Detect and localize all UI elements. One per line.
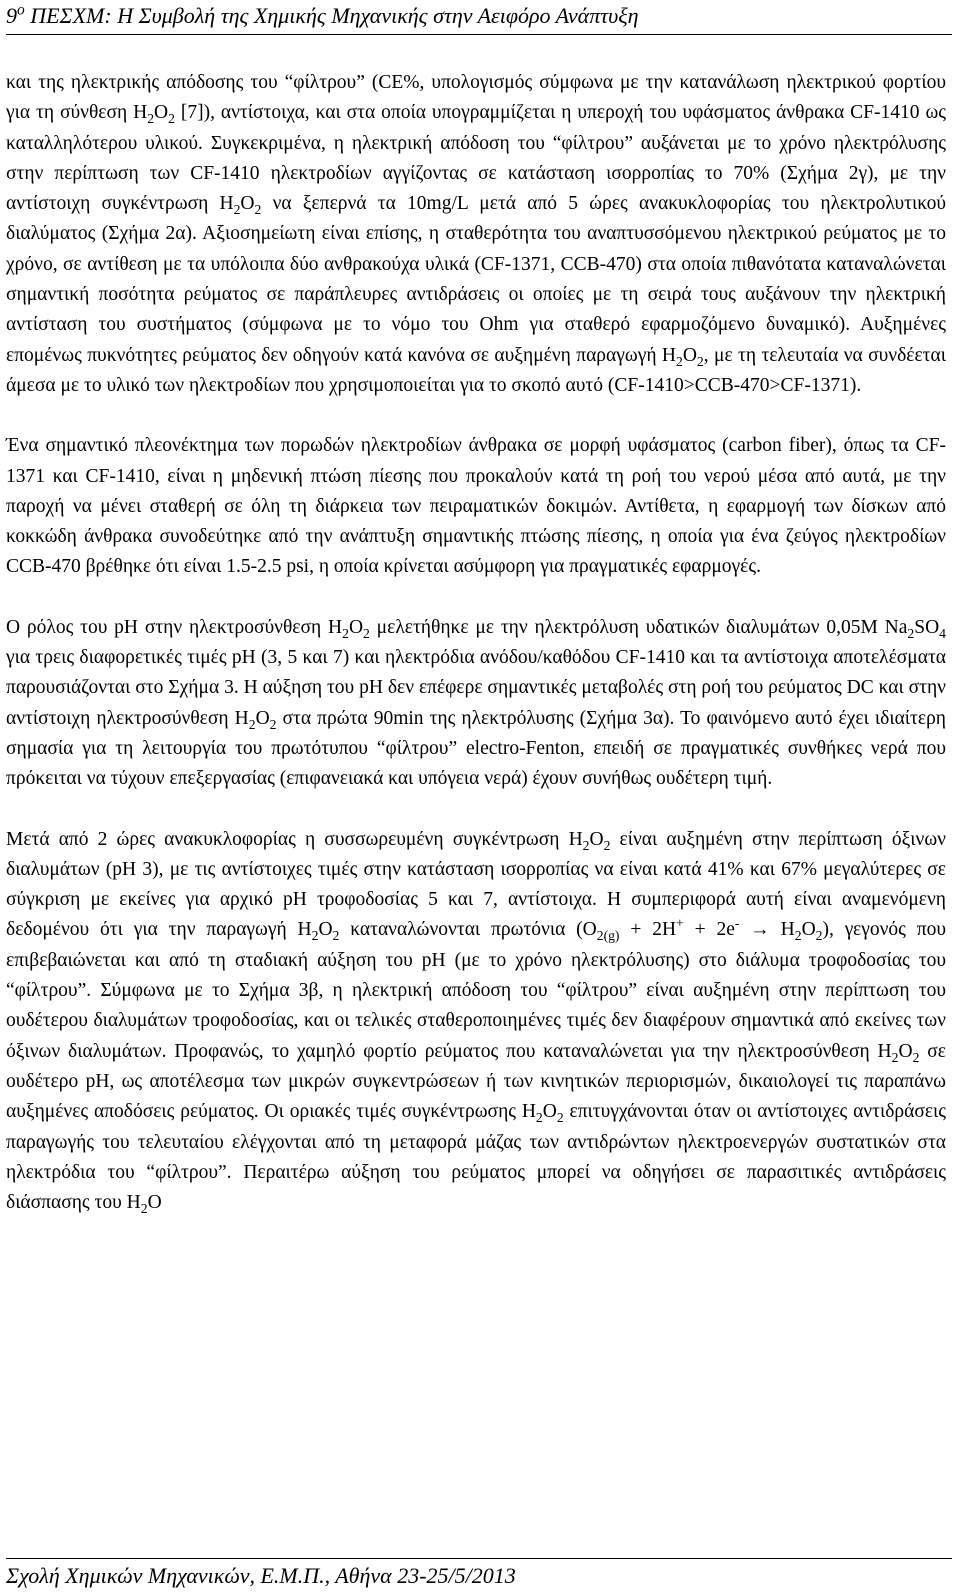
page-header <box>6 2 952 30</box>
ordinal-superscript: ο <box>17 1 25 19</box>
conference-title: ΠΕΣΧΜ: Η Συμβολή της Χημικής Μηχανικής στην Αειφόρο Ανάπτυξη <box>24 3 639 28</box>
paragraph-gap <box>6 795 946 825</box>
paragraph-4: Μετά από 2 ώρες ανακυκλοφορίας η συσσωρευμένη συγκέντρωση $H_2O_2$ είναι αυξημένη στην περίπτωση όξινων διαλυμάτων (pH 3), με τις αντίστοιχες τιμές στην κατάσταση ισορροπίας να είναι κατά 41% και 67% μεγαλύτερες σε σύγκριση με εκείνες για αρχικό pH τροφοδοσίας 5 και 7, αντίστοιχα. Η συμπεριφορά αυτή είναι αναμενόμενη δεδομένου ότι για την παραγωγή $H_2O_2$ καταναλώνονται πρωτόνια $(O_{2(g)} + 2H^+ + 2e^- \to H_2O_2)$, γεγονός που επιβεβαιώνεται και από τη σταδιακή αύξηση του pH (με το χρόνο ηλεκτρόλυσης) στο διάλυμα τροφοδοσίας του “φίλτρου”. Σύμφωνα με το Σχήμα 3β, η ηλεκτρική απόδοση του “φίλτρου” είναι αυξημένη στην περίπτωση του ουδέτερου διαλυμάτων τροφοδοσίας, και οι τελικές σταθεροποιημένες τιμές δεν διαφέρουν σημαντικά από εκείνες των όξινων διαλυμάτων. Προφανώς, το χαμηλό φορτίο ρεύματος που καταναλώνεται για την ηλεκτροσύνθεση $H_2O_2$ σε ουδέτερο pH, ως αποτέλεσμα των μικρών συγκεντρώσεων ή των κινητικών περιορισμών, δικαιολογεί τις παραπάνω αυξημένες αποδόσεις ρεύματος. Οι οριακές τιμές συγκέντρωσης $H_2O_2$ επιτυγχάνονται όταν οι αντίστοιχες αντιδράσεις παραγωγής του τελευταίου ελέγχονται από τη μεταφορά μάζας των αντιδρώντων ηλεκτροενεργών συστατικών στα ηλεκτρόδια του “φίλτρου”. Περαιτέρω αύξηση του ρεύματος μπορεί να οδηγήσει σε παρασιτικές αντιδράσεις διάσπασης του $H_2O$ <box>6 828 947 1216</box>
edition-number: 9 <box>6 3 17 28</box>
paragraph-gap <box>6 401 946 431</box>
paragraph-1: και της ηλεκτρικής απόδοσης του “φίλτρου” (CE%, υπολογισμός σύμφωνα με την κατανάλωση ηλεκτρικού φορτίου για τη σύνθεση $H_2O_2$ [7]), αντίστοιχα, και στα οποία υπογραμμίζεται η υπεροχή του υφάσματος άνθρακα CF-1410 ως καταλληλότερου υλικού. Συγκεκριμένα, η ηλεκτρική απόδοση του “φίλτρου” αυξάνεται με το χρόνο ηλεκτρόλυσης στην περίπτωση των CF-1410 ηλεκτροδίων αγγίζοντας σε κατάσταση ισορροπίας το 70% (Σχήμα 2γ), με την αντίστοιχη συγκέντρωση $H_2O_2$ να ξεπερνά τα 10mg/L μετά από 5 ώρες ανακυκλοφορίας του ηλεκτρολυτικού διαλύματος (Σχήμα 2α). Αξιοσημείωτη είναι επίσης, η σταθερότητα του αναπτυσσόμενου ηλεκτρικού ρεύματος με το χρόνο, σε αντίθεση με τα υπόλοιπα δύο ανθρακούχα υλικά (CF-1371, CCB-470) στα οποία πιθανότατα καταναλώνεται σημαντική ποσότητα ρεύματος σε παράπλευρες αντιδράσεις οι οποίες με τη σειρά τους αυξάνουν την ηλεκτρική αντίσταση του συστήματος (σύμφωνα με το νόμο του Ohm για σταθερό εφαρμοζόμενο δυναμικό). Αυξημένες επομένως πυκνότητες ρεύματος δεν οδηγούν κατά κανόνα σε αυξημένη παραγωγή $H_2O_2$, με τη τελευταία να συνδέεται άμεσα με το υλικό των ηλεκτροδίων που χρησιμοποιείται για το σκοπό αυτό (CF-1410>CCB-470>CF-1371). <box>6 72 946 396</box>
article-body <box>6 68 946 1218</box>
page-footer: Σχολή Χημικών Μηχανικών, Ε.Μ.Π., Αθήνα 23-25/5/2013 <box>6 1563 516 1588</box>
paragraph-3: Ο ρόλος του pH στην ηλεκτροσύνθεση $H_2O_2$ μελετήθηκε με την ηλεκτρόλυση υδατικών διαλυμάτων 0,05M $Na_2SO_4$ για τρεις διαφορετικές τιμές pH (3, 5 και 7) και ηλεκτρόδια ανόδου/καθόδου CF-1410 και τα αντίστοιχα αποτελέσματα παρουσιάζονται στο Σχήμα 3. Η αύξηση του pH δεν επέφερε σημαντικές μεταβολές στη ροή του ρεύματος DC και στην αντίστοιχη ηλεκτροσύνθεση $H_2O_2$ στα πρώτα 90min της ηλεκτρόλυσης (Σχήμα 3α). Το φαινόμενο αυτό έχει ιδιαίτερη σημασία για τη λειτουργία του πρωτότυπου “φίλτρου” electro-Fenton, επειδή σε πραγματικές συνθήκες νερά που πρόκειται να τύχουν επεξεργασίας (επιφανειακά και υπόγεια νερά) έχουν συνήθως ουδέτερη τιμή. <box>6 616 946 790</box>
header-divider <box>6 34 952 35</box>
paragraph-2: Ένα σημαντικό πλεονέκτημα των πορωδών ηλεκτροδίων άνθρακα σε μορφή υφάσματος (carbon fiber), όπως τα CF-1371 και CF-1410, είναι η μηδενική πτώση πίεσης που προκαλούν κατά τη ροή του νερού μέσα από αυτά, με την παροχή να μένει σταθερή σε όλη τη διάρκεια των πειραματικών δοκιμών. Αντίθετα, η εφαρμογή των δίσκων από κοκκώδη άνθρακα συνοδεύτηκε από την ανάπτυξη σημαντικής πτώσης πίεσης, η οποία για ένα ζεύγος ηλεκτροδίων CCB-470 βρέθηκε ότι είναι 1.5-2.5 psi, η οποία κρίνεται ασύμφορη για πραγματικές εφαρμογές. <box>6 435 946 578</box>
paragraph-gap <box>6 583 946 613</box>
footer-divider <box>6 1558 952 1559</box>
